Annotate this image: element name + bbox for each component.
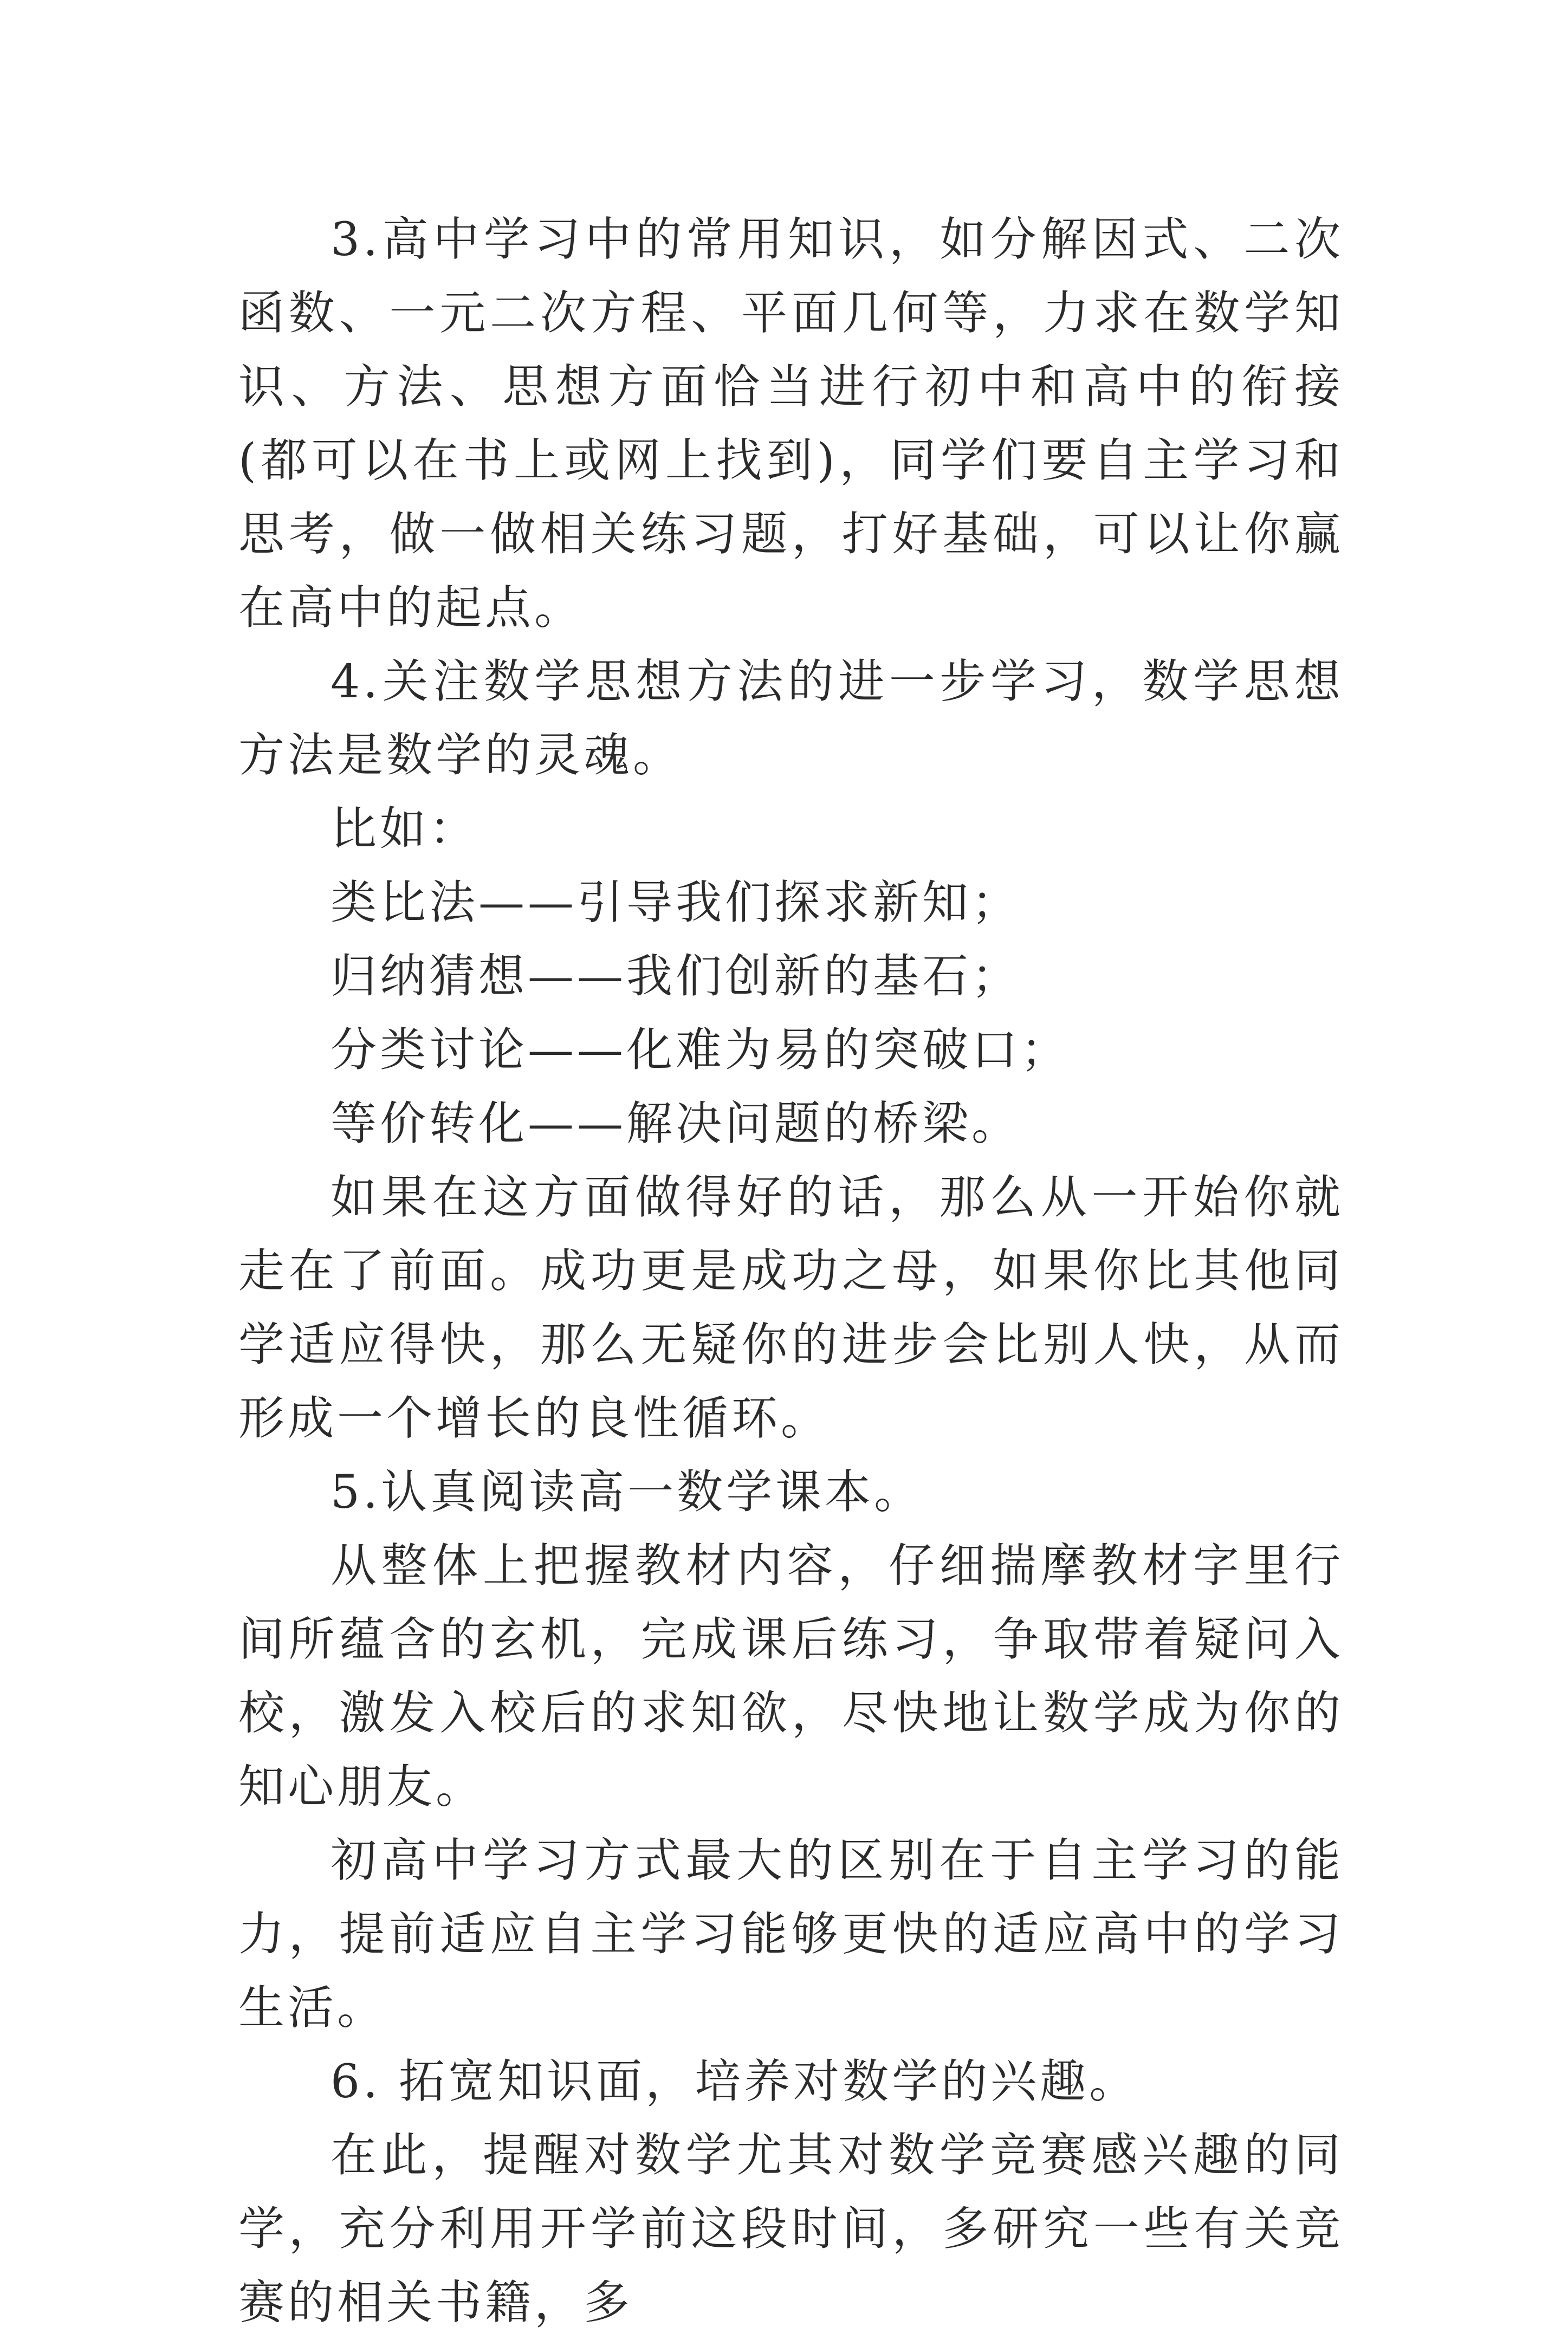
paragraph-competition-advice: 在此，提醒对数学尤其对数学竞赛感兴趣的同学，充分利用开学前这段时间，多研究一些有关竞赛的相关书籍，多 bbox=[238, 2129, 1344, 2330]
paragraph-item-4-math-thinking: 4.关注数学思想方法的进一步学习，数学思想方法是数学的灵魂。 bbox=[238, 655, 1344, 782]
paragraph-analogy-method: 类比法——引导我们探求新知； bbox=[331, 876, 1021, 930]
paragraph-for-example: 比如： bbox=[331, 802, 479, 856]
paragraph-item-6-broaden-knowledge: 6. 拓宽知识面，培养对数学的兴趣。 bbox=[331, 2055, 1139, 2109]
paragraph-induction-conjecture: 归纳猜想——我们创新的基石； bbox=[331, 950, 1021, 1003]
paragraph-equivalent-transformation: 等价转化——解决问题的桥梁。 bbox=[331, 1097, 1021, 1151]
paragraph-classification-discussion: 分类讨论——化难为易的突破口； bbox=[331, 1023, 1071, 1077]
paragraph-self-study: 初高中学习方式最大的区别在于自主学习的能力，提前适应自主学习能够更快的适应高中的学习生活。 bbox=[238, 1834, 1344, 2035]
document-body bbox=[238, 203, 1344, 2340]
paragraph-item-3-common-knowledge: 3.高中学习中的常用知识，如分解因式、二次函数、一元二次方程、平面几何等，力求在数学知识、方法、思想方面恰当进行初中和高中的衔接(都可以在书上或网上找到)，同学们要自主学习和思考，做一做相关练习题，打好基础，可以让你赢在高中的起点。 bbox=[238, 213, 1344, 635]
paragraph-success-cycle: 如果在这方面做得好的话，那么从一开始你就走在了前面。成功更是成功之母，如果你比其他同学适应得快，那么无疑你的进步会比别人快，从而形成一个增长的良性循环。 bbox=[238, 1171, 1344, 1446]
paragraph-grasp-textbook: 从整体上把握教材内容，仔细揣摩教材字里行间所蕴含的玄机，完成课后练习，争取带着疑问入校，激发入校后的求知欲，尽快地让数学成为你的知心朋友。 bbox=[238, 1539, 1344, 1814]
paragraph-item-5-read-textbook: 5.认真阅读高一数学课本。 bbox=[331, 1466, 924, 1519]
